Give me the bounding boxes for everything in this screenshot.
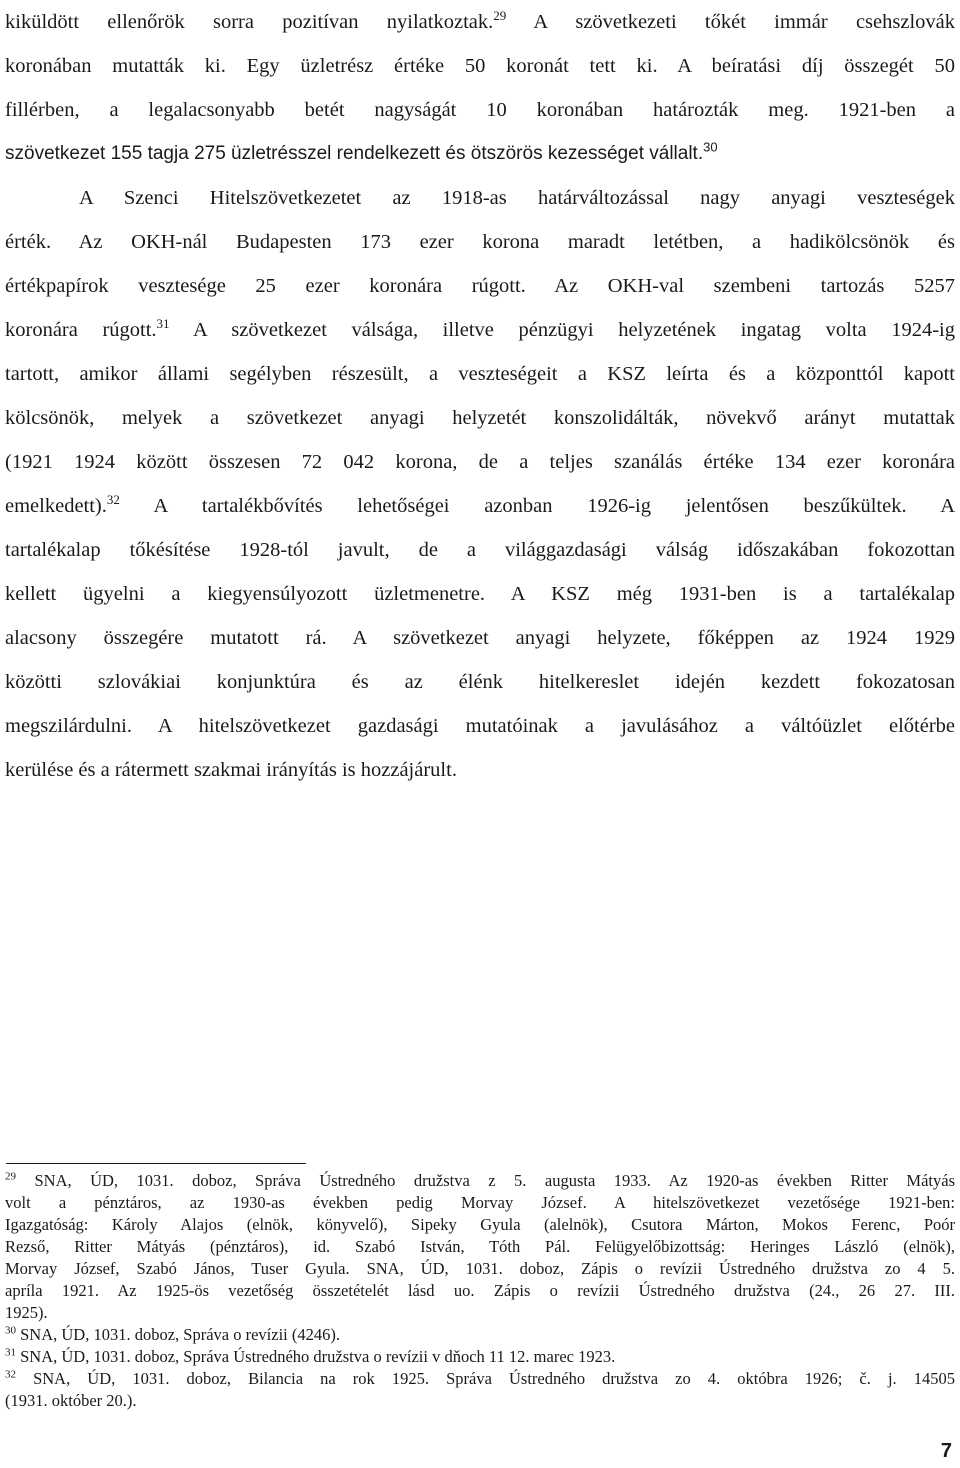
footnote-number: 29 bbox=[5, 1170, 16, 1183]
footnote-number: 31 bbox=[5, 1346, 16, 1359]
footnote-line: apríla 1921. Az 1925-ös vezetőség összetételét lásd uo. Zápis o revízii Ústredného družstva (24., 26 27. III. bbox=[5, 1281, 955, 1300]
body-line: alacsony összegére mutatott rá. A szövetkezet anyagi helyzete, főképpen az 1924 1929 bbox=[5, 627, 955, 649]
body-line: A Szenci Hitelszövetkezetet az 1918-as határváltozással nagy anyagi veszteségek bbox=[79, 187, 955, 209]
footnote-line: Morvay József, Szabó János, Tuser Gyula. SNA, ÚD, 1031. doboz, Zápis o revízii Ústredného družstva zo 4 5. bbox=[5, 1259, 955, 1278]
body-line: érték. Az OKH-nál Budapesten 173 ezer korona maradt letétben, a hadikölcsönök és bbox=[5, 231, 955, 253]
footnote-line: (1931. október 20.). bbox=[5, 1391, 137, 1410]
body-line: tartalékalap tőkésítése 1928-tól javult, de a világgazdasági válság időszakában fokozottan bbox=[5, 539, 955, 561]
footnote-line: volt a pénztáros, az 1930-as években pedig Morvay József. A hitelszövetkezet vezetősége 1921-ben: bbox=[5, 1193, 955, 1212]
footnote-ref: 31 bbox=[156, 316, 170, 332]
footnote-line: Rezső, Ritter Mátyás (pénztáros), id. Szabó István, Tóth Pál. Felügyelőbizottság: Heringes László (elnök), bbox=[5, 1237, 955, 1256]
page-number: 7 bbox=[940, 1440, 952, 1462]
footnote-separator bbox=[6, 1163, 306, 1164]
body-line: közötti szlovákiai konjunktúra és az élénk hitelkereslet idején kezdett fokozatosan bbox=[5, 671, 955, 693]
footnote-ref: 32 bbox=[106, 492, 120, 508]
footnote-line: Igazgatóság: Károly Alajos (elnök, könyvelő), Sipeky Gyula (alelnök), Csutora Márton, Mokos Ferenc, Poór bbox=[5, 1215, 955, 1234]
footnote-ref: 30 bbox=[703, 139, 718, 155]
footnotes bbox=[5, 1170, 955, 1412]
body-line: koronára rúgott.$^{31}$ A szövetkezet válsága, illetve pénzügyi helyzetének ingatag volta 1924-ig bbox=[5, 316, 955, 341]
body-text bbox=[5, 0, 955, 792]
footnote-line: $^{32}$ SNA, ÚD, 1031. doboz, Bilancia na rok 1925. Správa Ústredného družstva zo 4. októbra 1926; č. j. 14505 bbox=[5, 1368, 955, 1388]
body-line: koronában mutatták ki. Egy üzletrész értéke 50 koronát tett ki. A beíratási díj összegét 50 bbox=[5, 55, 955, 77]
body-line: tartott, amikor állami segélyben részesült, a veszteségeit a KSZ leírta és a központtól kapott bbox=[5, 363, 955, 385]
body-line: kellett ügyelni a kiegyensúlyozott üzletmenetre. A KSZ még 1931-ben is a tartalékalap bbox=[5, 583, 955, 605]
footnote-line: 1925). bbox=[5, 1303, 48, 1322]
footnote-line: $^{31}$ SNA, ÚD, 1031. doboz, Správa Ústredného družstva o revízii v dňoch 11 12. marec 1923. bbox=[5, 1346, 616, 1366]
body-line: (1921 1924 között összesen 72 042 korona, de a teljes szanálás értéke 134 ezer koronára bbox=[5, 451, 955, 473]
body-line: megszilárdulni. A hitelszövetkezet gazdasági mutatóinak a javulásához a váltóüzlet előtérbe bbox=[5, 715, 955, 737]
body-line: kerülése és a rátermett szakmai irányítás is hozzájárult. bbox=[5, 759, 457, 781]
footnote-number: 32 bbox=[5, 1368, 16, 1381]
footnote-line: $^{29}$ SNA, ÚD, 1031. doboz, Správa Ústredného družstva z 5. augusta 1933. Az 1920-as években Ritter Mátyás bbox=[5, 1170, 955, 1190]
footnote-line: $^{30}$ SNA, ÚD, 1031. doboz, Správa o revízii (4246). bbox=[5, 1324, 340, 1344]
body-line: szövetkezet 155 tagja 275 üzletrésszel rendelkezett és ötszörös kezességet vállalt.$^{30}$ bbox=[5, 139, 718, 164]
body-line: emelkedett).$^{32}$ A tartalékbővítés lehetőségei azonban 1926-ig jelentősen beszűkültek. A bbox=[5, 492, 955, 517]
footnote-ref: 29 bbox=[493, 8, 507, 24]
body-line: kölcsönök, melyek a szövetkezet anyagi helyzetét konszolidálták, növekvő arányt mutattak bbox=[5, 407, 955, 429]
body-line: kiküldött ellenőrök sorra pozitívan nyilatkoztak.$^{29}$ A szövetkezeti tőkét immár csehszlovák bbox=[5, 8, 955, 33]
body-line: fillérben, a legalacsonyabb betét nagyságát 10 koronában határozták meg. 1921-ben a bbox=[5, 99, 955, 121]
footnote-number: 30 bbox=[5, 1324, 16, 1337]
body-line: értékpapírok vesztesége 25 ezer koronára rúgott. Az OKH-val szembeni tartozás 5257 bbox=[5, 275, 955, 297]
